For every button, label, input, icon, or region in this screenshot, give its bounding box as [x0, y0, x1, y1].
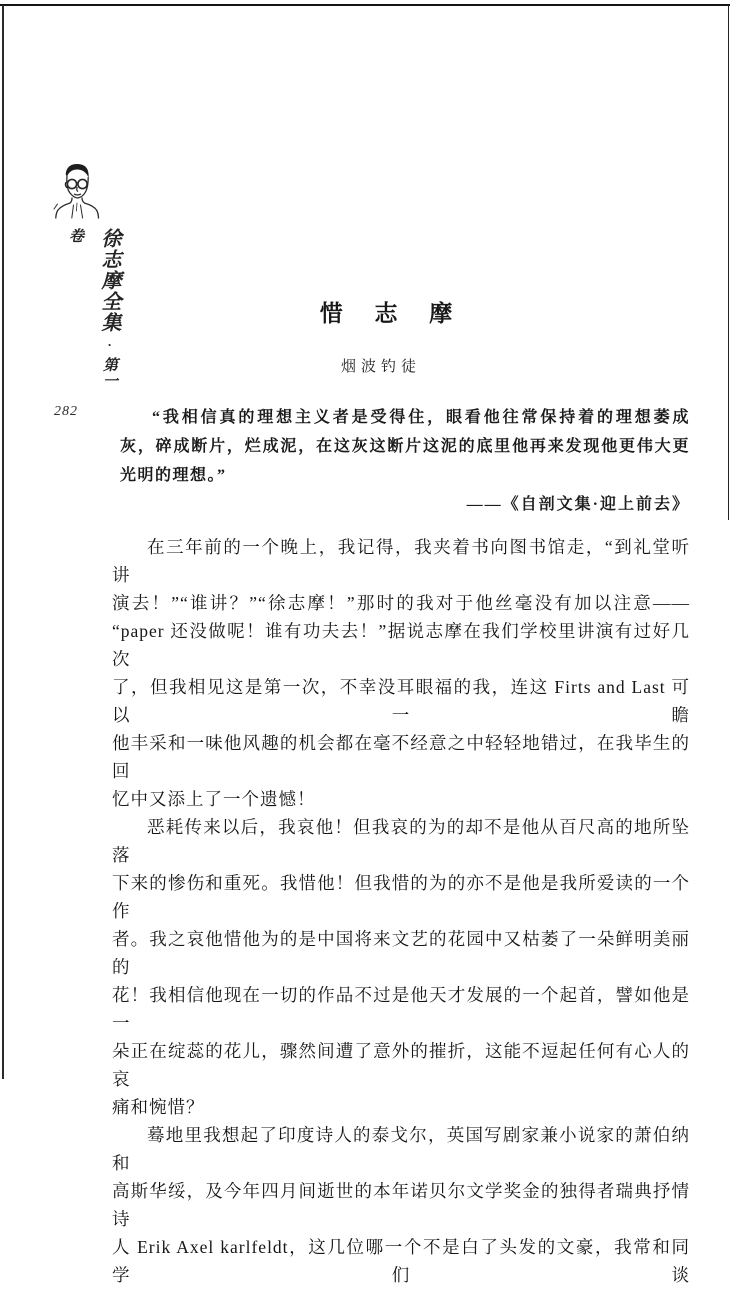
- text-line: 演去！”“谁讲？”“徐志摩！”那时的我对于他丝毫没有加以注意——: [112, 593, 690, 613]
- text-line: 花！我相信他现在一切的作品不过是他天才发展的一个起首，譬如他是一: [112, 985, 690, 1033]
- text-line: 朵正在绽蕊的花儿，骤然间遭了意外的摧折，这能不逗起任何有心人的哀: [112, 1041, 690, 1089]
- text-line: 他丰采和一味他风趣的机会都在毫不经意之中轻轻地错过，在我毕生的回: [112, 733, 690, 781]
- article-title: 惜 志 摩: [319, 301, 466, 326]
- spine-volume: 第一卷: [67, 228, 117, 389]
- text-line: 在三年前的一个晚上，我记得，我夹着书向图书馆走，“到礼堂听讲: [112, 537, 690, 585]
- article-column: [112, 0, 690, 1289]
- page-edge-right: [728, 5, 730, 520]
- article-author: 烟波钓徒: [340, 359, 421, 375]
- spine-separator: ·: [102, 337, 117, 353]
- text-line: 人 Erik Axel karlfeldt，这几位哪一个不是白了头发的文豪，我常和同学们谈: [112, 1237, 690, 1285]
- page-margin-sidebar: [44, 160, 120, 420]
- epigraph-attribution: ——《自剖文集·迎上前去》: [466, 496, 690, 513]
- epigraph-quote: [112, 403, 690, 490]
- text-line: “paper 还没做呢！谁有功夫去！”据说志摩在我们学校里讲演有过好几次: [112, 621, 690, 669]
- text-line: 蓦地里我想起了印度诗人的泰戈尔，英国写剧家兼小说家的萧伯纳和: [112, 1125, 690, 1173]
- article-body: [112, 533, 690, 1289]
- paragraph: [112, 813, 690, 1121]
- paragraph: [112, 533, 690, 813]
- text-line: 了，但我相见这是第一次，不幸没耳眼福的我，连这 Firts and Last 可以一瞻: [112, 677, 690, 725]
- paragraph: [112, 1121, 690, 1289]
- text-line: “我相信真的理想主义者是受得住，眼看他往常保持着的理想萎成: [152, 409, 690, 426]
- text-line: 忆中又添上了一个遗憾！: [112, 789, 316, 809]
- text-line: 下来的惨伤和重死。我惜他！但我惜的为的亦不是他是我所爱读的一个作: [112, 873, 690, 921]
- text-line: 灰，碎成断片，烂成泥，在这灰这断片这泥的底里他再来发现他更伟大更: [120, 438, 690, 455]
- text-line: 痛和惋惜？: [112, 1097, 205, 1117]
- text-line: 恶耗传来以后，我哀他！但我哀的为的却不是他从百尺高的地所坠落: [112, 817, 690, 865]
- page-edge-left: [2, 5, 4, 1079]
- text-line: 光明的理想。”: [120, 467, 227, 484]
- page-number: 282: [54, 404, 78, 419]
- spine-title-text: 徐志摩全集: [98, 228, 120, 333]
- text-line: 者。我之哀他惜他为的是中国将来文艺的花园中又枯萎了一朵鲜明美丽的: [112, 929, 690, 977]
- text-line: 高斯华绥，及今年四月间逝世的本年诺贝尔文学奖金的独得者瑞典抒情诗: [112, 1181, 690, 1229]
- author-portrait-sketch-icon: [52, 160, 102, 222]
